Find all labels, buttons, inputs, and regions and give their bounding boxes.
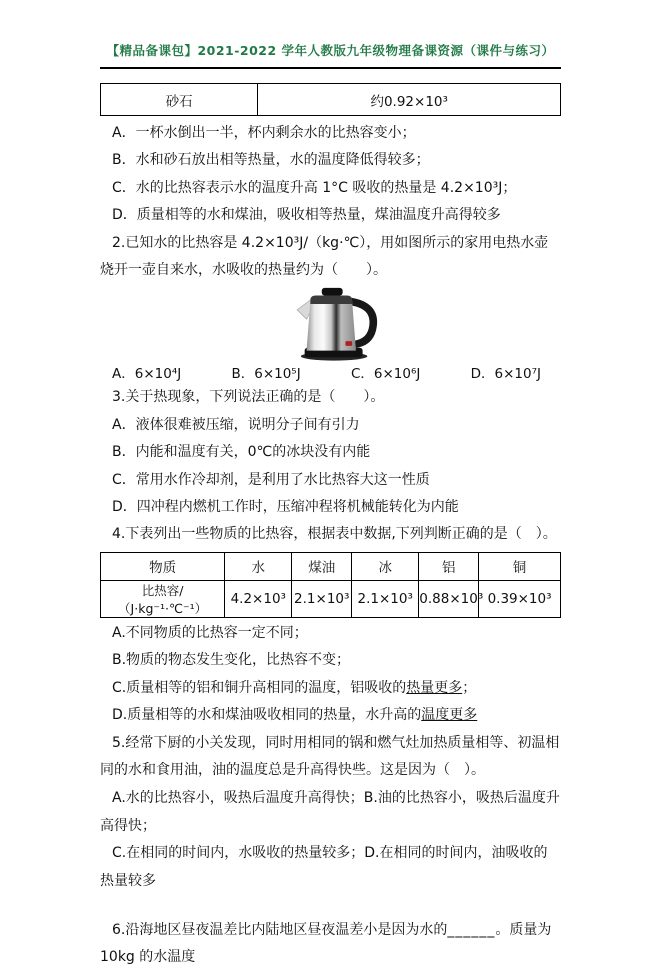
- q4-stem: 4.下表列出一些物质的比热容，根据表中数据,下列判断正确的是（ ）。: [112, 526, 557, 543]
- header-water: 水: [225, 552, 292, 580]
- q2-option-b: B．6×10⁵J: [231, 366, 301, 383]
- q1-option-c: C．水的比热容表示水的温度升高 1°C 吸收的热量是 4.2×10³J；: [112, 179, 517, 196]
- q3-option-c: C．常用水作冷却剂，是利用了水比热容大这一性质: [112, 471, 430, 488]
- question1-options: [100, 120, 561, 230]
- underlined-text: 温度更多: [421, 707, 478, 724]
- question3-options: [100, 412, 561, 522]
- q3-option-b: B．内能和温度有关，0℃的冰块没有内能: [112, 444, 371, 461]
- q5-option-line-cd: C.在相同的时间内，水吸收的热量较多；D.在相同的时间内，油吸收的热量较多: [100, 845, 548, 889]
- q3-option-a: A．液体很难被压缩，说明分子间有引力: [112, 416, 360, 433]
- q4-option-d: [100, 702, 561, 729]
- header-copper: 铜: [479, 552, 561, 580]
- kettle-illustration: [282, 286, 390, 362]
- header-ice: 冰: [352, 552, 419, 580]
- fill-in-blank: ______: [447, 921, 496, 938]
- substance-cell: 砂石: [101, 84, 258, 116]
- q6-text-before-blank: 6.沿海地区昼夜温差比内陆地区昼夜温差小是因为水的: [112, 921, 448, 938]
- top-specific-heat-table: [100, 83, 561, 116]
- q2-stem: 2.已知水的比热容是 4.2×10³J/（kg·℃），用如图所示的家用电热水壶烧开一壶自来水，水吸收的热量约为（ ）。: [100, 234, 549, 279]
- option-text: D.质量相等的水和煤油吸收相同的热量，水升高的: [112, 707, 422, 724]
- table-header-row: [101, 552, 561, 580]
- value-water: 4.2×10³: [225, 580, 292, 617]
- q6-stem: [100, 917, 561, 972]
- value-copper: 0.39×10³: [479, 580, 561, 617]
- option-text: C.质量相等的铝和铜升高相同的温度，铝吸收的: [112, 679, 407, 696]
- q1-option-b: B．水和砂石放出相等热量，水的温度降低得较多；: [112, 152, 430, 169]
- underlined-text: 热量更多: [406, 679, 463, 696]
- q1-option-d: D．质量相等的水和煤油，吸收相等热量，煤油温度升高得较多: [112, 207, 501, 224]
- q4-option-b: [100, 647, 561, 674]
- value-kerosene: 2.1×10³: [292, 580, 352, 617]
- specific-heat-capacity-table: [100, 552, 561, 618]
- q2-option-c: C．6×10⁶J: [350, 366, 421, 383]
- table-row: [101, 84, 561, 116]
- q5-option-line-ab: A.水的比热容小，吸热后温度升高得快；B.油的比热容小，吸热后温度升高得快；: [100, 790, 560, 834]
- q4-option-a: [100, 620, 561, 647]
- value-cell: 约0.92×10³: [258, 84, 561, 116]
- value-aluminum: 0.88×10³: [419, 580, 479, 617]
- question5-options: [100, 785, 561, 895]
- value-ice: 2.1×10³: [352, 580, 419, 617]
- q2-option-d: D．6×10⁷J: [470, 366, 541, 383]
- question2-options: [100, 362, 561, 384]
- q4-option-c: [100, 675, 561, 702]
- header-aluminum: 铝: [419, 552, 479, 580]
- q1-option-a: A．一杯水倒出一半，杯内剩余水的比热容变小；: [112, 125, 416, 141]
- q2-option-a: A．6×10⁴J: [112, 366, 182, 383]
- header-substance: 物质: [101, 552, 225, 580]
- table-data-row: [101, 580, 561, 617]
- q3-option-d: D．四冲程内燃机工作时，压缩冲程将机械能转化为内能: [112, 499, 459, 516]
- page-header: [100, 0, 561, 69]
- q3-stem: 3.关于热现象，下列说法正确的是（ ）。: [112, 389, 385, 406]
- option-text: A.不同物质的比热容一定不同；: [112, 624, 308, 641]
- q5-stem: 5.经常下厨的小关发现，同时用相同的锅和燃气灶加热质量相等、初温相同的水和食用油，油的温度总是升高得快些。这是因为（ ）。: [100, 734, 560, 778]
- header-title: 【精品备课包】2021-2022 学年人教版九年级物理备课资源（课件与练习）: [106, 43, 555, 58]
- electric-kettle-image: [110, 286, 561, 362]
- header-kerosene: 煤油: [292, 552, 352, 580]
- q6-text-after-blank: 。质量为 10kg 的水温度: [100, 921, 552, 966]
- option-text: B.物质的物态发生变化，比热容不变；: [112, 652, 351, 669]
- option-text: ；: [462, 679, 477, 696]
- question4-options: [100, 620, 561, 730]
- row-label-cell: 比热容/（J·kg⁻¹·℃⁻¹）: [101, 580, 225, 617]
- document-page: [100, 0, 561, 972]
